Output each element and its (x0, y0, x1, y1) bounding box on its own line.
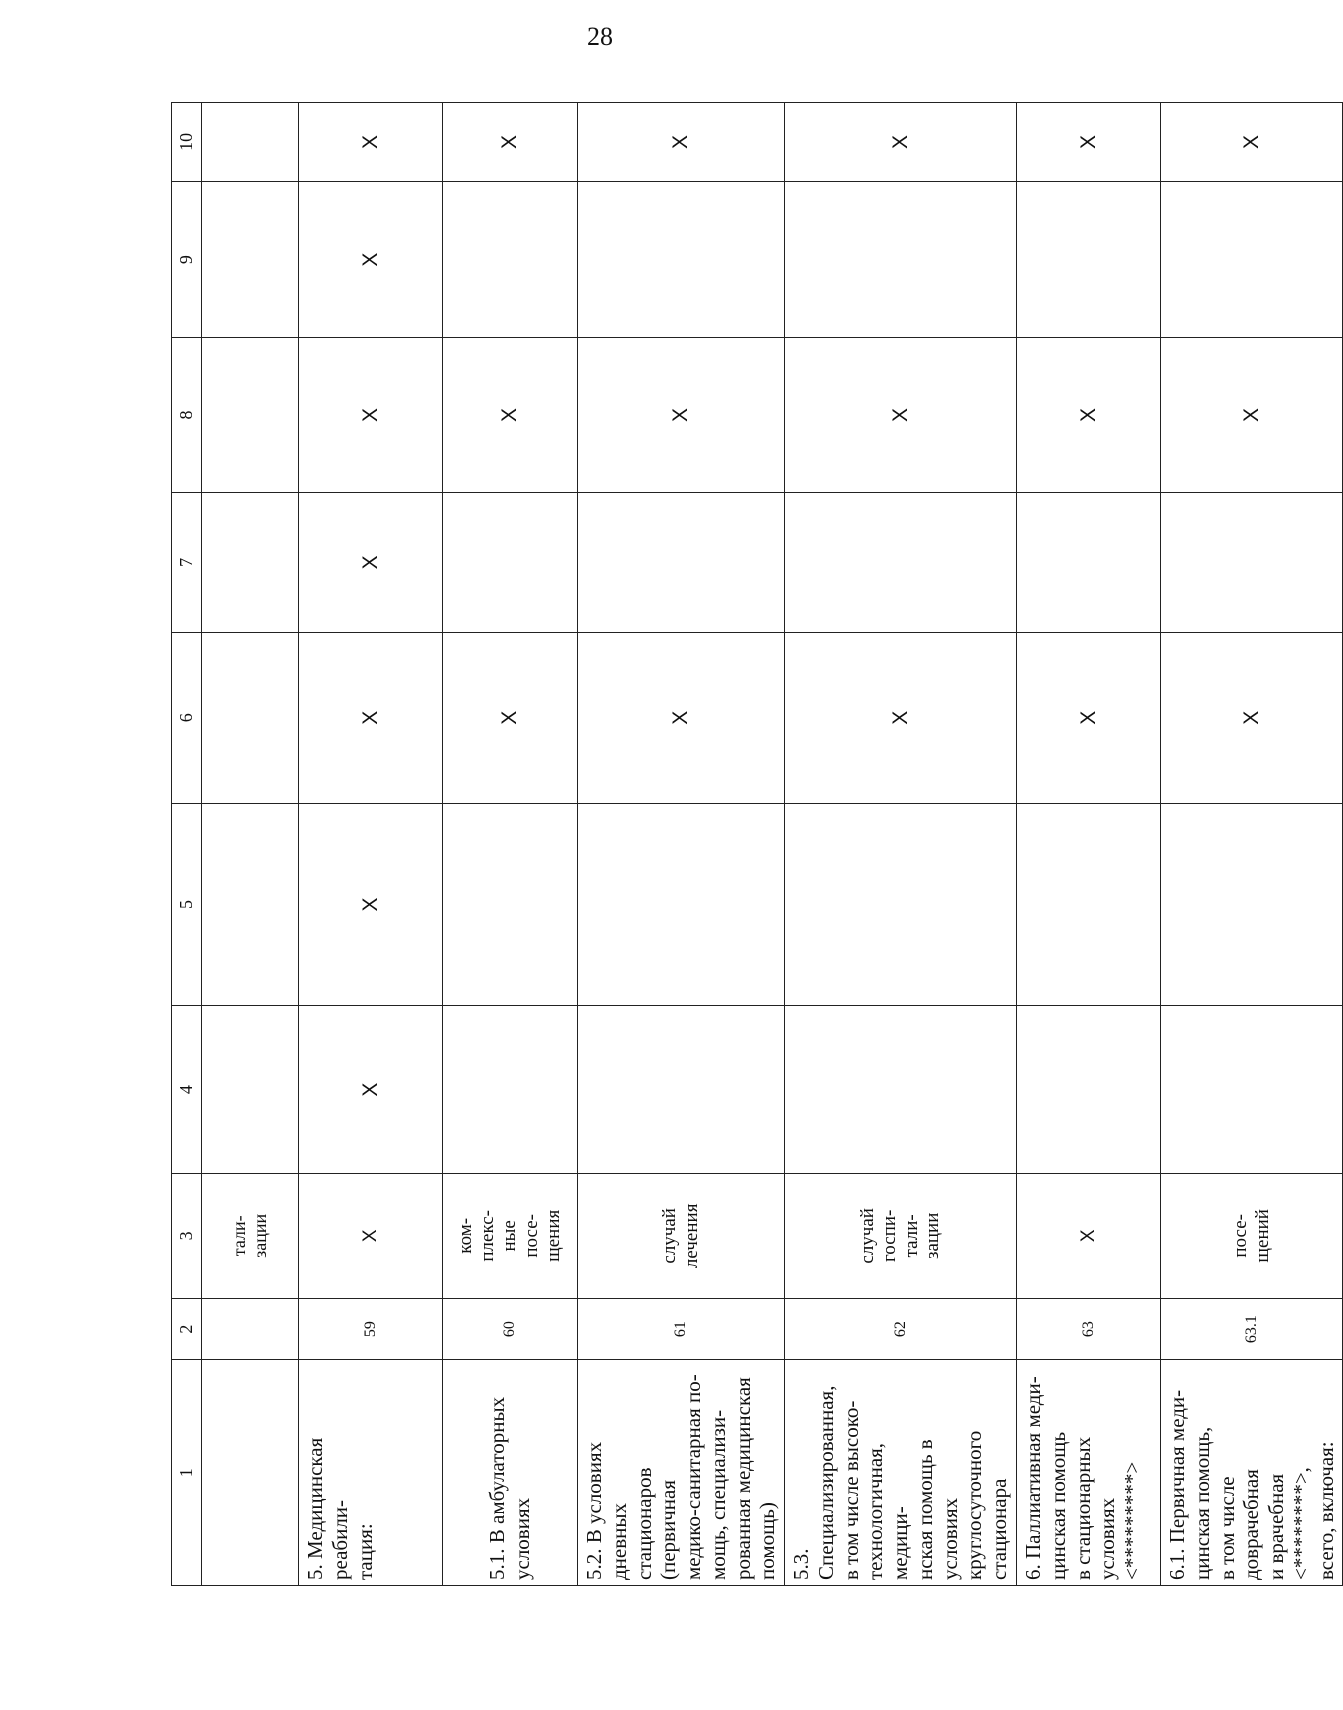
cell-col-8: X (578, 338, 785, 492)
row-description: 5.3. Специализированная, в том числе высоко- технологичная, медици- нская помощь в условиях круглосуточного стационара (785, 1360, 1017, 1586)
rotated-table-container (171, 102, 1338, 1586)
row-number: 60 (443, 1298, 578, 1360)
table-row (1161, 103, 1343, 1586)
cell-col-9 (785, 181, 1017, 338)
row-description: 5. Медицинская реабили- тация: (299, 1360, 443, 1586)
cell-col-9 (578, 181, 785, 338)
row-unit: посе- щений (1161, 1173, 1343, 1298)
cell-col-8: X (299, 338, 443, 492)
cell-col-4 (1017, 1006, 1161, 1173)
cell-col-8: X (1161, 338, 1343, 492)
header-row (172, 103, 202, 1586)
row-description: 6. Паллиативная меди- цинская помощь в стационарных условиях <*********> (1017, 1360, 1161, 1586)
cell-col-4 (443, 1006, 578, 1173)
row-unit: ком- плекс- ные посе- щения (443, 1173, 578, 1298)
cell-col-4: X (299, 1006, 443, 1173)
header-cell-6: 6 (172, 633, 202, 804)
header-cell-5: 5 (172, 803, 202, 1006)
cell-col-5 (1017, 803, 1161, 1006)
cell-col-4 (785, 1006, 1017, 1173)
row-number: 59 (299, 1298, 443, 1360)
cell-col-10: X (1017, 103, 1161, 182)
cell-col-7: X (299, 492, 443, 632)
row-number: 61 (578, 1298, 785, 1360)
row-description: 5.1. В амбулаторных условиях (443, 1360, 578, 1586)
cell-col-6: X (1161, 633, 1343, 804)
header-cell-9: 9 (172, 181, 202, 338)
cell-col-10: X (578, 103, 785, 182)
cell-col-10: X (299, 103, 443, 182)
cell-col-4 (1161, 1006, 1343, 1173)
header-cell-10: 10 (172, 103, 202, 182)
cell-col-9 (1161, 181, 1343, 338)
header-cell-1: 1 (172, 1360, 202, 1586)
row-number: 63 (1017, 1298, 1161, 1360)
cell-col-8: X (785, 338, 1017, 492)
cell-col-5 (1161, 803, 1343, 1006)
table-row (785, 103, 1017, 1586)
cell-col-6: X (443, 633, 578, 804)
cell-col-5 (785, 803, 1017, 1006)
cell-col-8: X (1017, 338, 1161, 492)
cell-col-9: X (299, 181, 443, 338)
cell-col-6: X (1017, 633, 1161, 804)
row-description: 6.1. Первичная меди- цинская помощь, в том числе доврачебная и врачебная <********>, всего, включая: (1161, 1360, 1343, 1586)
cell-col-7 (443, 492, 578, 632)
header-cell-4: 4 (172, 1006, 202, 1173)
cell-col-9 (443, 181, 578, 338)
cell-col-5 (578, 803, 785, 1006)
carry-over-unit: тали- зации (202, 1173, 299, 1298)
row-unit: случай лечения (578, 1173, 785, 1298)
cell-col-7 (578, 492, 785, 632)
cell-col-7 (1161, 492, 1343, 632)
cell-col-10: X (443, 103, 578, 182)
cell-col-6: X (299, 633, 443, 804)
header-cell-7: 7 (172, 492, 202, 632)
cell-col-7 (1017, 492, 1161, 632)
page-number: 28 (587, 22, 613, 51)
row-description: 5.2. В условиях дневных стационаров (первичная медико-санитарная по- мощь, специализи- рованная медицинская помощь) (578, 1360, 785, 1586)
data-table (171, 102, 1343, 1586)
cell-col-8: X (443, 338, 578, 492)
cell-col-6: X (785, 633, 1017, 804)
row-number: 63.1 (1161, 1298, 1343, 1360)
cell-col-10: X (1161, 103, 1343, 182)
cell-col-5: X (299, 803, 443, 1006)
cell-col-5 (443, 803, 578, 1006)
header-cell-8: 8 (172, 338, 202, 492)
row-unit: X (1017, 1173, 1161, 1298)
header-cell-3: 3 (172, 1173, 202, 1298)
row-unit: X (299, 1173, 443, 1298)
cell-col-10: X (785, 103, 1017, 182)
header-cell-2: 2 (172, 1298, 202, 1360)
table-row (1017, 103, 1161, 1586)
row-unit: случай госпи- тали- зации (785, 1173, 1017, 1298)
cell-col-6: X (578, 633, 785, 804)
cell-col-9 (1017, 181, 1161, 338)
row-number: 62 (785, 1298, 1017, 1360)
table-row (299, 103, 443, 1586)
carry-over-row (202, 103, 299, 1586)
table-row (578, 103, 785, 1586)
cell-col-4 (578, 1006, 785, 1173)
cell-col-7 (785, 492, 1017, 632)
table-row (443, 103, 578, 1586)
